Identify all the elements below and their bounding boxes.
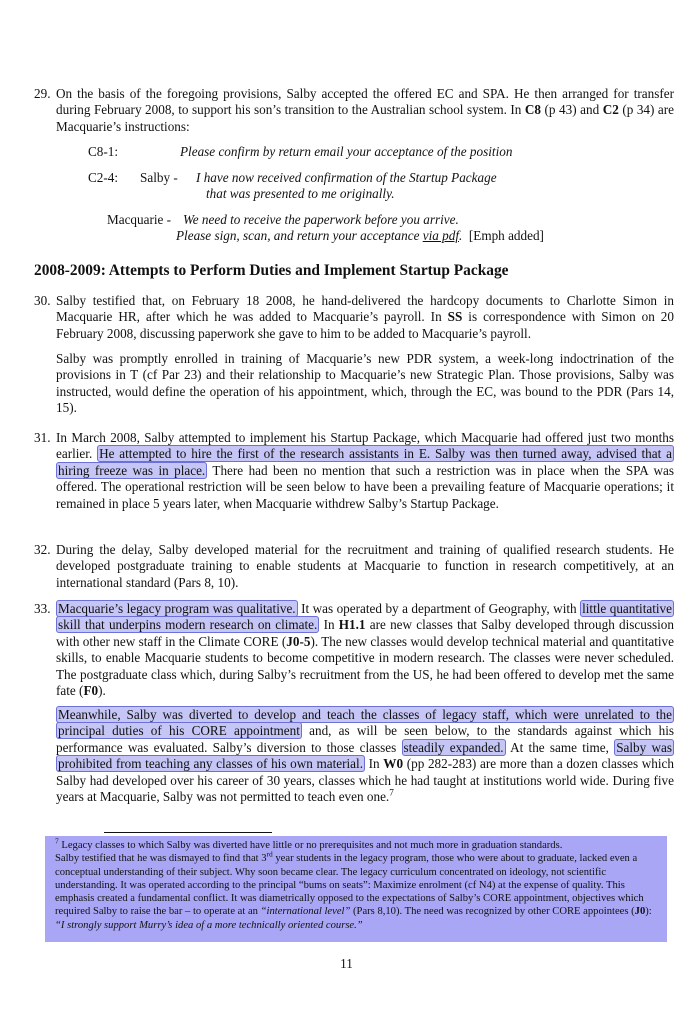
- footnote-mark: 7: [55, 836, 59, 846]
- footnote-reference: 7: [389, 787, 394, 798]
- quote-macquarie-line1: We need to receive the paperwork before you arrive.: [183, 212, 459, 227]
- paragraph-number: 32.: [34, 542, 51, 557]
- highlight-steadily-expanded: steadily expanded.: [403, 739, 504, 755]
- paragraph-30-continued: Salby was promptly enrolled in training of Macquarie’s new PDR system, a week-long indoctrination of the provisions in T (cf Par 23) and their relationship to Macquarie’s new Strategic Plan. Those provisions, Salby was instructed, would define the operation of his appointment, which, through the EC, was bound to the PDR (Pars 14, 15).: [56, 351, 674, 416]
- emphasis-note: [Emph added]: [468, 228, 544, 243]
- via-pdf-underlined: via pdf: [422, 228, 459, 243]
- quote-c8-label: C8-1:: [88, 144, 119, 159]
- highlight-quantitative-skill: little quantitative skill that underpins modern research on climate.: [58, 601, 672, 633]
- quote-c2-label: C2-4:: [88, 170, 119, 185]
- highlight-legacy-qualitative: Macquarie’s legacy program was qualitative.: [58, 601, 296, 616]
- quote-c2-text-line2: that was presented to me originally.: [206, 186, 395, 201]
- reference-ss: SS: [447, 309, 463, 325]
- quote-c2-speaker: Salby -: [140, 170, 178, 185]
- quote-macquarie-line2: Please sign, scan, and return your acceptance via pdf. [Emph added]: [176, 228, 544, 243]
- highlight-hiring-freeze: He attempted to hire the first of the research assistants in E. Salby was then turned away, advised that a hiring freeze was in place.: [58, 446, 672, 478]
- footnote-separator: [104, 832, 272, 833]
- section-heading: 2008-2009: Attempts to Perform Duties and Implement Startup Package: [34, 262, 509, 279]
- reference-c2: C2: [602, 102, 619, 118]
- quote-macquarie-speaker: Macquarie -: [107, 212, 172, 227]
- highlight-diverted: Meanwhile, Salby was diverted to develop and teach the classes of legacy staff, which were unrelated to the principal duties of his CORE appointment: [58, 707, 672, 739]
- reference-j0-5: J0-5: [286, 633, 311, 649]
- quote-c2-text-line1: I have now received confirmation of the Startup Package: [196, 170, 497, 185]
- paragraph-number: 30.: [34, 293, 51, 308]
- reference-c8: C8: [524, 102, 542, 118]
- paragraph-33-continued: Meanwhile, Salby was diverted to develop and teach the classes of legacy staff, which were unrelated to the principal duties of his CORE appointment and, as will be seen below, to the standards against which his performance was evaluated. Salby’s diversion to those classes steadily expanded. At the same time, Salby was prohibited from teaching any classes of his own material. In W0 (pp 282-283) are more than a dozen classes which Salby had developed over his career of 30 years, classes which he had taught at institutions world wide. During five years at Macquarie, Salby was not permitted to teach even one.$^7$: [56, 707, 674, 805]
- paragraph-33: 33. Macquarie’s legacy program was qualitative. It was operated by a department of Geography, with little quantitative skill that underpins modern research on climate. In H1.1 are new classes that Salby developed through discussion with other new staff in the Climate CORE (J0-5). The new classes would develop technical material and quantitative skills, to enable Macquarie students to become competitive in modern research. The classes were never scheduled. The postgraduate class which, during Salby’s recruitment from the US, he had been offered to develop met the same fate (F0).: [34, 601, 674, 699]
- paragraph-number: 33.: [34, 601, 51, 616]
- quote-c8-text: Please confirm by return email your acceptance of the position: [180, 144, 513, 159]
- reference-w0: W0: [383, 756, 404, 772]
- footnote-7: $^7$ Legacy classes to which Salby was diverted have little or no prerequisites and not much more in graduation standards. Salby testified that he was dismayed to find that 3rd year students in the legacy program, those who were about to graduate, lacked even a conceptual understanding of their subject. Why soon became clear. The legacy curriculum concentrated on ideology, not scientific understanding. It was operated according to the principal “bums on seats”: Maximize enrolment (cf N4) at the expense of quality. This emphasis created a fundamental conflict. It was diametrically opposed to the expectations of Salby’s CORE appointment, objectives which required Salby to raise the bar – to operate at an “international level” (Pars 8,10). The need was recognized by other CORE appointees (J0): “I strongly support Murry’s idea of a more technically oriented course.”: [45, 836, 667, 942]
- paragraph-29: 29. On the basis of the foregoing provisions, Salby accepted the offered EC and SPA. He then arranged for transfer during February 2008, to support his son’s transition to the Australian school system. In C8 (p 43) and C2 (p 34) are Macquarie’s instructions:: [34, 86, 675, 134]
- paragraph-number: 29.: [34, 86, 51, 101]
- page-number: 11: [340, 956, 353, 971]
- paragraph-30: 30. Salby testified that, on February 18 2008, he hand-delivered the hardcopy documents to Charlotte Simon in Macquarie HR, after which he was added to Macquarie’s payroll. In SS is correspondence with Simon on 20 February 2008, discussing paperwork she gave to him to be added to Macquarie’s payroll.: [34, 293, 674, 341]
- reference-f0: F0: [83, 683, 99, 699]
- paragraph-32: 32. During the delay, Salby developed material for the recruitment and training of qualified research students. He developed postgraduate training to enable students at Macquarie to function in research competitively, at an international standard (Pars 8, 10).: [34, 542, 674, 590]
- paragraph-31: 31. In March 2008, Salby attempted to implement his Startup Package, which Macquarie had offered just two months earlier. He attempted to hire the first of the research assistants in E. Salby was then turned away, advised that a hiring freeze was in place. There had been no mention that such a restriction was in place when the SPA was offered. The operational restriction will be seen below to have been a prevailing feature of Macquarie operations; it remained in place 5 years later, when Macquarie withdrew Salby’s Startup Package.: [34, 430, 674, 511]
- reference-h1-1: H1.1: [338, 617, 366, 633]
- highlight-prohibited: Salby was prohibited from teaching any classes of his own material.: [58, 739, 672, 772]
- paragraph-number: 31.: [34, 430, 51, 445]
